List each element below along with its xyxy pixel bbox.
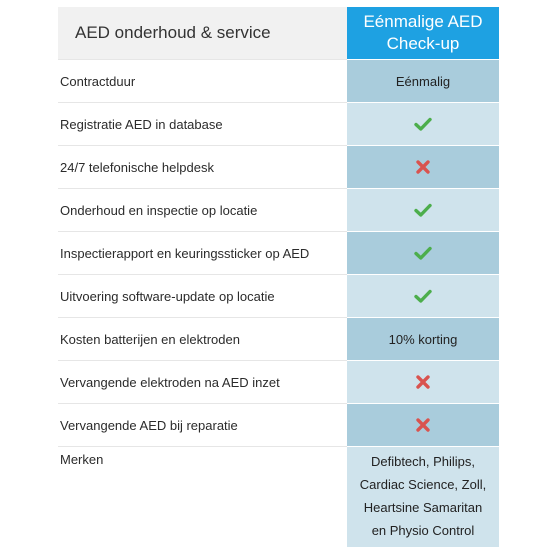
row-label: Uitvoering software-update op locatie bbox=[58, 275, 347, 318]
row-value bbox=[347, 404, 499, 447]
row-value bbox=[347, 103, 499, 146]
check-icon bbox=[414, 287, 432, 305]
cross-icon bbox=[414, 416, 432, 434]
table-row-brands bbox=[58, 447, 499, 547]
row-value bbox=[347, 361, 499, 404]
brands-line: Heartsine Samaritan bbox=[363, 500, 483, 515]
row-label: Contractduur bbox=[58, 60, 347, 103]
check-icon bbox=[414, 115, 432, 133]
table-row-replacement-aed bbox=[58, 404, 499, 447]
row-label: Kosten batterijen en elektroden bbox=[58, 318, 347, 361]
row-label: Inspectierapport en keuringssticker op AED bbox=[58, 232, 347, 275]
table-header-title: AED onderhoud & service bbox=[58, 7, 347, 60]
plan-header-line-2: Check-up bbox=[386, 34, 460, 53]
table-row-replacement-electrodes bbox=[58, 361, 499, 404]
row-label: Registratie AED in database bbox=[58, 103, 347, 146]
table-row-inspection-report bbox=[58, 232, 499, 275]
row-value bbox=[347, 146, 499, 189]
row-value bbox=[347, 232, 499, 275]
row-label: Vervangende elektroden na AED inzet bbox=[58, 361, 347, 404]
row-label: Vervangende AED bij reparatie bbox=[58, 404, 347, 447]
brands-value bbox=[347, 447, 499, 547]
table-header-row bbox=[58, 7, 499, 60]
plan-header-line-1: Eénmalige AED bbox=[363, 12, 483, 31]
row-value bbox=[347, 275, 499, 318]
row-label: Onderhoud en inspectie op locatie bbox=[58, 189, 347, 232]
check-icon bbox=[414, 244, 432, 262]
row-label: Merken bbox=[60, 452, 104, 467]
brands-line: Cardiac Science, Zoll, bbox=[359, 477, 487, 492]
row-value: Eénmalig bbox=[347, 60, 499, 103]
table-row-maintenance bbox=[58, 189, 499, 232]
plan-header bbox=[347, 7, 499, 60]
table-row-helpdesk bbox=[58, 146, 499, 189]
table-row-contract bbox=[58, 60, 499, 103]
row-label: 24/7 telefonische helpdesk bbox=[58, 146, 347, 189]
row-value bbox=[347, 189, 499, 232]
table-row-software-update bbox=[58, 275, 499, 318]
table-row-batteries bbox=[58, 318, 499, 361]
check-icon bbox=[414, 201, 432, 219]
cross-icon bbox=[414, 373, 432, 391]
cross-icon bbox=[414, 158, 432, 176]
brands-line: en Physio Control bbox=[371, 523, 475, 538]
brands-line: Defibtech, Philips, bbox=[370, 454, 476, 469]
row-value: 10% korting bbox=[347, 318, 499, 361]
comparison-table bbox=[58, 7, 499, 547]
table-row-registration bbox=[58, 103, 499, 146]
